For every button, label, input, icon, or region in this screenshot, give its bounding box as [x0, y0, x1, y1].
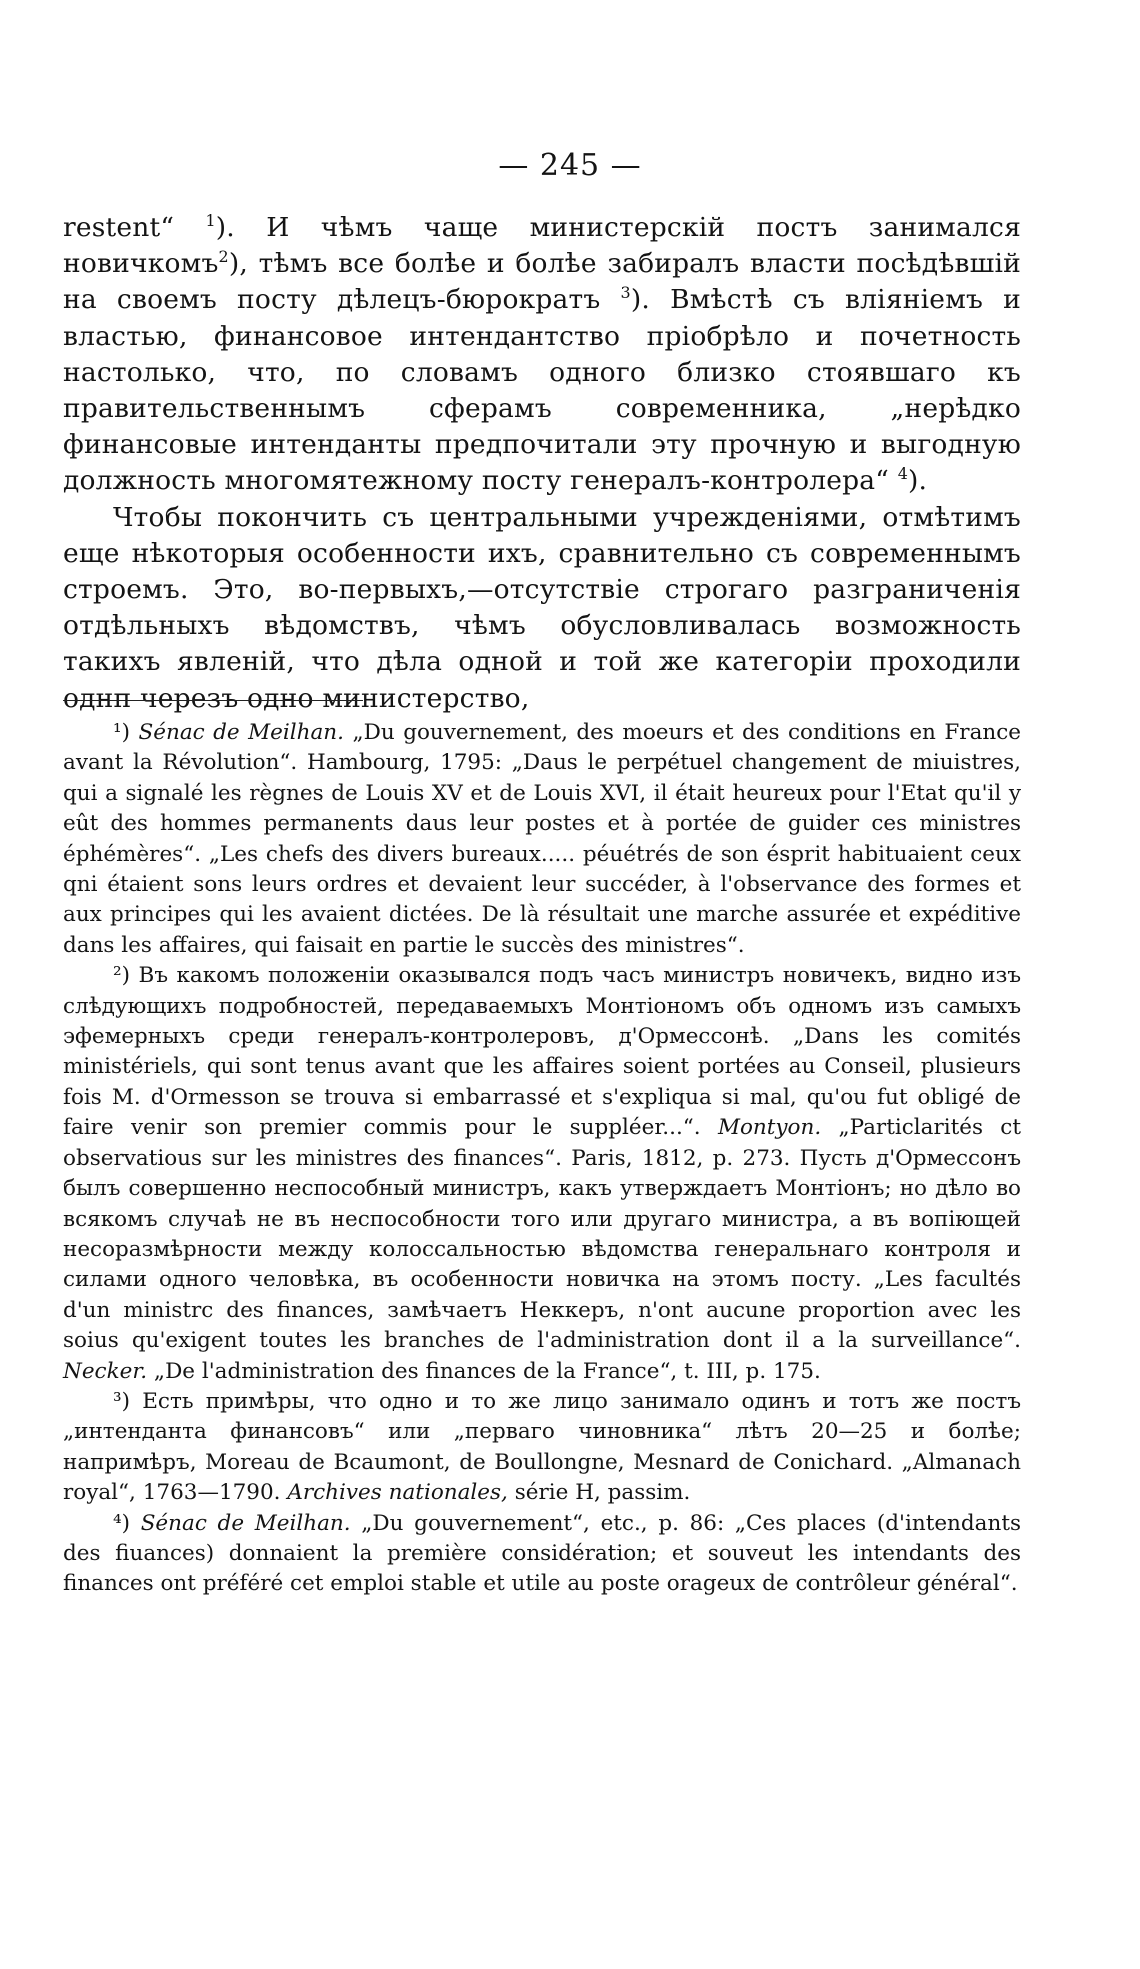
footnote-2-author-2: Necker.	[63, 1358, 148, 1384]
footnote-3	[63, 1387, 1021, 1509]
footnote-3-source: Archives nationales,	[287, 1480, 508, 1506]
footnote-1-author: Sénac de Meilhan.	[138, 720, 344, 745]
page-number: — 245 —	[498, 148, 642, 183]
main-text	[63, 210, 1021, 717]
footnotes	[63, 718, 1021, 1600]
footnote-1-marker: ¹)	[113, 720, 139, 745]
footnote-ref-4: 4	[897, 464, 908, 484]
p1-text-b: ). И чѣмъ чаще министерскій постъ занимался новичкомъ	[63, 212, 1021, 280]
footnote-ref-2: 2	[218, 247, 229, 267]
footnote-4-marker: ⁴)	[113, 1510, 141, 1536]
footnote-3-text-1: Есть примѣры, что одно и то же лицо занимало одинъ и тотъ же постъ „интенданта финансовъ“ или „перваго чиновника“ лѣтъ 20—25 и болѣе; напримѣръ, Moreau de Bcaumont, de Boullongne, Mesnard de Conichard. „Almanach royal“, 1763—1790.	[63, 1388, 1022, 1506]
footnote-3-marker: ³)	[113, 1388, 143, 1414]
footnote-ref-3: 3	[620, 283, 631, 303]
footnote-2	[63, 961, 1021, 1387]
footnote-divider	[63, 700, 363, 701]
p1-text-c: ), тѣмъ все болѣе и болѣе забиралъ власти посѣдѣвшій на своемъ посту дѣлецъ-бюрократъ	[63, 248, 1021, 316]
footnote-4	[63, 1509, 1021, 1600]
footnote-4-author: Sénac de Meilhan.	[140, 1510, 351, 1536]
footnote-2-text-2: „Particlarités ct observatious sur les ministres des finances“. Paris, 1812, p. 273. Пусть д'Ормессонъ былъ совершенно неспособный министръ, какъ утверждаетъ Монтіонъ; но дѣло во всякомъ случаѣ не въ неспособности того или другаго министра, а въ вопіющей несоразмѣрности между колоссальностью вѣдомства генеральнаго контроля и силами одного человѣка, въ особенности новичка на этомъ посту. „Les facultés d'un ministrc des finances, замѣчаетъ Неккеръ, n'ont aucune proportion avec les soius qu'exigent toutes les branches de l'administration dont il a la surveillance“.	[63, 1115, 1021, 1354]
footnote-2-marker: ²)	[113, 963, 139, 989]
footnote-1-text: „Du gouvernement, des moeurs et des conditions en France avant la Révolution“. Hambourg, 1795: „Daus le perpétuel changement de miuistres, qui a signalé les règnes de Louis XV et de Louis XVI, il était heureux pour l'Etat qu'il y eût des hommes permanents daus leur postes et à portée de guider ces ministres éphémères“. „Les chefs des divers bureaux..... péuétrés de son ésprit habituaient ceux qni étaient sons leurs ordres et devaient leur succéder, à l'observance des formes et aux principes qui les avaient dictées. De là résultait une marche assurée et expéditive dans les affaires, qui faisait en partie le succès des ministres“.	[63, 720, 1022, 958]
p1-text-a: restent“	[63, 212, 206, 243]
footnote-2-text-1: Въ какомъ положеніи оказывался подъ часъ министръ новичекъ, видно изъ слѣдующихъ подробностей, передаваемыхъ Монтіономъ объ одномъ изъ самыхъ эфемерныхъ среди генералъ-контролеровъ, д'Ормессонѣ. „Dans les comités ministériels, qui sont tenus avant que les affaires soient portées au Conseil, plusieurs fois M. d'Ormesson se trouva si embarrassé et s'expliqua si mal, qu'ou fut obligé de faire venir son premier commis pour le suppléer...“.	[63, 963, 1021, 1141]
p1-text-d: ). Вмѣстѣ съ вліяніемъ и властью, финансовое интендантство пріобрѣло и почетность настолько, что, по словамъ одного близко стоявшаго къ правительственнымъ сферамъ современника, „нерѣдко финансовые интенданты предпочитали эту прочную и выгодную должность многомятежному посту генералъ-контролера“	[63, 284, 1021, 497]
footnote-4-text: „Du gouvernement“, etc., p. 86: „Ces places (d'intendants des fiuances) donnaient la première considération; et souveut les intendants des finances ont préféré cet emploi stable et utile au poste orageux de contrôleur général“.	[63, 1510, 1022, 1597]
footnote-1	[63, 718, 1021, 961]
footnote-3-text-2: série H, passim.	[507, 1480, 691, 1506]
p1-text-e: ).	[908, 465, 928, 497]
footnote-2-text-3: „De l'administration des finances de la France“, t. III, p. 175.	[147, 1358, 821, 1384]
paragraph-1	[63, 210, 1021, 500]
paragraph-2: Чтобы покончить съ центральными учрежденіями, отмѣтимъ еще нѣкоторыя особенности ихъ, сравнительно съ современнымъ строемъ. Это, во-первыхъ,—отсутствіе строгаго разграниченія отдѣльныхъ вѣдомствъ, чѣмъ обусловливалась возможность такихъ явленій, что дѣла одной и той же категоріи проходили однп черезъ одно министерство,	[63, 501, 1021, 714]
footnote-ref-1: 1	[205, 211, 216, 231]
footnote-2-author-1: Montyon.	[717, 1115, 822, 1141]
